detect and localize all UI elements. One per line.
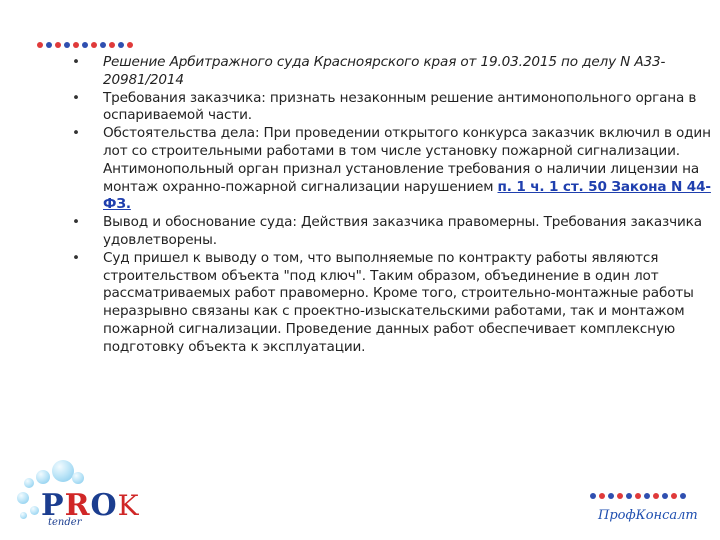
decor-dot xyxy=(599,493,605,499)
decor-dot xyxy=(671,493,677,499)
case-circumstances-text: Обстоятельства дела: При проведении открытого конкурса заказчик включил в один лот со строительными работами в том числе установку пожарной сигнализации. Антимонопольный орган признал установление требования о наличии лицензии на монтаж охранно-пожарной сигнализации нарушением xyxy=(103,125,711,195)
decor-dot xyxy=(127,42,133,48)
decor-dot xyxy=(644,493,650,499)
decor-dot xyxy=(73,42,79,48)
decor-dot xyxy=(46,42,52,48)
decor-dot xyxy=(608,493,614,499)
decor-dot xyxy=(37,42,43,48)
decor-dot xyxy=(91,42,97,48)
logo-letter-r: R xyxy=(64,488,91,523)
logo-bubble xyxy=(24,478,34,488)
logo-bubble xyxy=(36,470,50,484)
logo-letter-k: K xyxy=(117,489,140,522)
decor-dot xyxy=(82,42,88,48)
logo-bubble xyxy=(30,506,39,515)
bottom-dots-decoration xyxy=(590,493,686,499)
bullet-court-conclusion xyxy=(72,214,712,250)
bullet-case-circumstances xyxy=(72,125,712,214)
bullet-court-decision xyxy=(72,54,712,90)
court-conclusion-text: Вывод и обоснование суда: Действия заказчика правомерны. Требования заказчика удовлетворены. xyxy=(103,214,702,248)
decor-dot xyxy=(118,42,124,48)
decor-dot xyxy=(653,493,659,499)
customer-requirements-text: Требования заказчика: признать незаконным решение антимонопольного органа в оспариваемой части. xyxy=(103,89,697,124)
top-dots-decoration xyxy=(37,42,133,48)
decor-dot xyxy=(109,42,115,48)
decor-dot xyxy=(100,42,106,48)
court-decision-text: Решение Арбитражного суда Красноярского края от 19.03.2015 по делу N А33-20981/2014 xyxy=(103,54,666,88)
decor-dot xyxy=(55,42,61,48)
footer-brand: ПрофКонсалт xyxy=(598,508,698,523)
logo-bubble xyxy=(20,512,27,519)
bullet-list xyxy=(72,54,712,357)
decor-dot xyxy=(680,493,686,499)
bullet-court-reasoning xyxy=(72,250,712,357)
decor-dot xyxy=(626,493,632,499)
decor-dot xyxy=(64,42,70,48)
decor-dot xyxy=(635,493,641,499)
logo-tender-text: tender xyxy=(48,517,82,528)
logo-bubble xyxy=(72,472,84,484)
logo-letter-o: O xyxy=(90,488,118,523)
court-reasoning-text: Суд пришел к выводу о том, что выполняемые по контракту работы являются строительством объекта "под ключ". Таким образом, объединение в один лот рассматриваемых работ правомерно. Кроме того, строительно-монтажные работы неразрывно связаны как с проектно-изыскательскими работами, так и монтажом пожарной сигнализации. Проведение данных работ обеспечивает комплексную подготовку объекта к эксплуатации. xyxy=(103,249,694,355)
law-reference-link[interactable]: п. 1 ч. 1 ст. 50 Закона N 44-ФЗ. xyxy=(103,178,711,213)
logo-bubble xyxy=(52,460,74,482)
decor-dot xyxy=(662,493,668,499)
bullet-customer-requirements xyxy=(72,90,712,126)
logo-letter-p: P xyxy=(41,488,65,523)
decor-dot xyxy=(590,493,596,499)
logo-bubble xyxy=(17,492,29,504)
decor-dot xyxy=(617,493,623,499)
